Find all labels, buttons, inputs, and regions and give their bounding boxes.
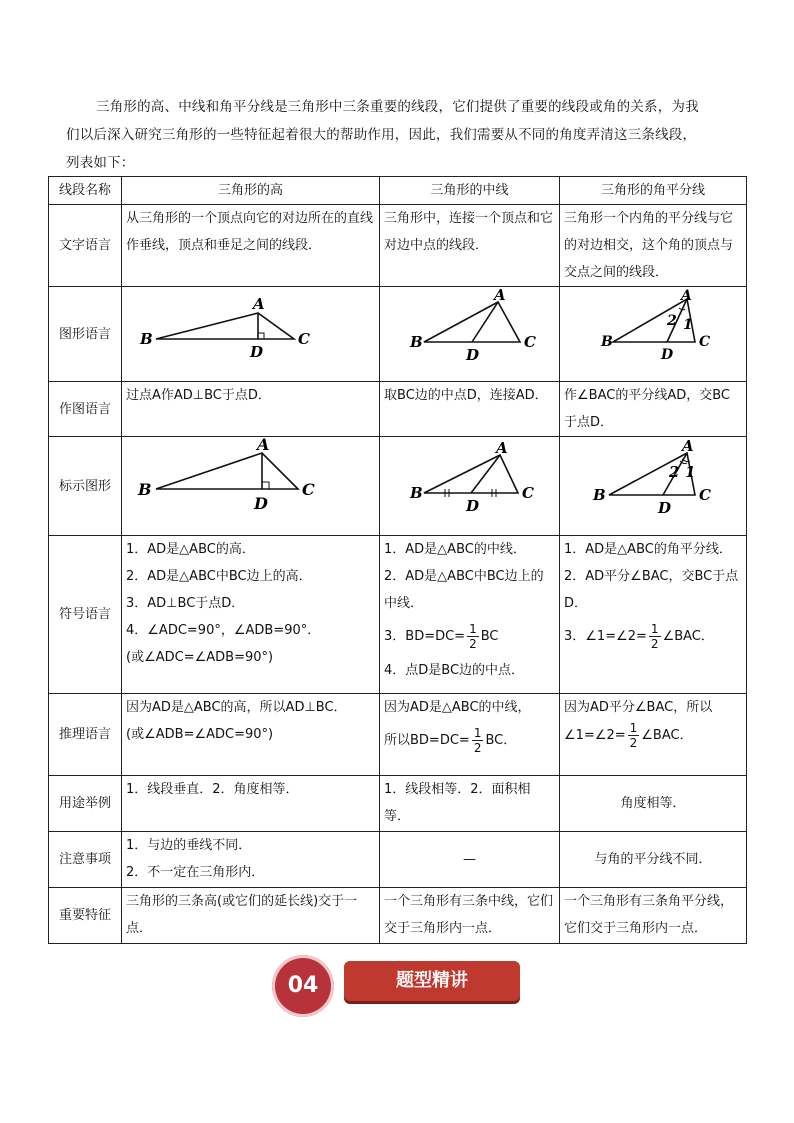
symbol-text: ∠BAC． xyxy=(662,629,714,644)
table-row xyxy=(49,382,747,437)
reason-line-fraction xyxy=(384,721,555,761)
cell-bisector-symbol xyxy=(560,536,747,694)
table-row xyxy=(49,437,747,536)
section-banner xyxy=(272,955,524,1017)
reason-line: 因为AD是△ABC的高，所以AD⊥BC． xyxy=(126,700,347,715)
reason-text: BC． xyxy=(485,733,517,748)
row-label: 注意事项 xyxy=(49,832,122,888)
table-row xyxy=(49,888,747,944)
marked-figure-bisector xyxy=(560,437,747,536)
section-number-badge: 04 xyxy=(272,955,334,1017)
symbol-line: 2．AD平分∠BAC，交BC于点D． xyxy=(564,569,739,611)
label-d: D xyxy=(465,497,479,515)
figure-altitude xyxy=(122,287,380,382)
label-a: A xyxy=(495,439,508,457)
table-row xyxy=(49,287,747,382)
row-label: 重要特征 xyxy=(49,888,122,944)
cell-altitude-reason xyxy=(122,694,380,776)
reason-line: 因为AD是△ABC的中线， xyxy=(384,700,531,715)
fraction-numerator: 1 xyxy=(473,726,482,740)
symbol-line: 2．AD是△ABC中BC边上的高． xyxy=(126,569,312,584)
header-cell: 三角形的中线 xyxy=(380,177,560,205)
symbol-line: 1．AD是△ABC的高． xyxy=(126,542,255,557)
label-c: C xyxy=(699,334,711,350)
header-cell: 三角形的角平分线 xyxy=(560,177,747,205)
cell-bisector-note: 与角的平分线不同． xyxy=(560,832,747,888)
fraction-half xyxy=(472,726,484,755)
label-a: A xyxy=(252,295,265,313)
label-b: B xyxy=(409,333,423,351)
cell-median-construct: 取BC边的中点D，连接AD． xyxy=(380,382,560,437)
intro-line-2: 们以后深入研究三角形的一些特征起着很大的帮助作用，因此，我们需要从不同的角度弄清这三条线段， xyxy=(66,127,697,143)
fraction-denominator: 2 xyxy=(650,637,659,651)
marked-figure-median xyxy=(380,437,560,536)
figure-median xyxy=(380,287,560,382)
reason-text: ∠BAC． xyxy=(641,728,693,743)
figure-bisector xyxy=(560,287,747,382)
reason-line: (或∠ADB=∠ADC=90°) xyxy=(126,727,274,742)
note-line: 2．不一定在三角形内． xyxy=(126,865,265,880)
symbol-line: 2．AD是△ABC中BC边上的中线． xyxy=(384,569,544,611)
fraction-half xyxy=(467,622,479,651)
comparison-table xyxy=(48,176,747,944)
cell-median-reason xyxy=(380,694,560,776)
cell-median-feature: 一个三角形有三条中线，它们交于三角形内一点． xyxy=(380,888,560,944)
label-d: D xyxy=(465,346,479,364)
row-label: 标示图形 xyxy=(49,437,122,536)
symbol-line: 4．∠ADC=90°，∠ADB=90°． xyxy=(126,623,321,638)
label-c: C xyxy=(297,330,310,348)
label-d: D xyxy=(253,494,268,513)
cell-bisector-text: 三角形一个内角的平分线与它的对边相交，这个角的顶点与交点之间的线段． xyxy=(560,205,747,287)
note-line: 1．与边的垂线不同． xyxy=(126,838,252,853)
symbol-line: 4．点D是BC边的中点． xyxy=(384,663,525,678)
label-angle-1: 1 xyxy=(685,463,696,481)
marked-figure-altitude xyxy=(122,437,380,536)
label-b: B xyxy=(139,330,153,348)
cell-altitude-usage: 1．线段垂直．2．角度相等． xyxy=(122,776,380,832)
fraction-denominator: 2 xyxy=(629,736,638,750)
label-d: D xyxy=(661,347,674,363)
fraction-denominator: 2 xyxy=(469,637,477,651)
symbol-line: (或∠ADC=∠ADB=90°) xyxy=(126,650,274,665)
symbol-text: 3．∠1=∠2= xyxy=(564,629,647,644)
cell-altitude-note xyxy=(122,832,380,888)
cell-median-symbol xyxy=(380,536,560,694)
row-label: 图形语言 xyxy=(49,287,122,382)
intro-line-1: 三角形的高、中线和角平分线是三角形中三条重要的线段，它们提供了重要的线段或角的关系，为我 xyxy=(96,99,699,115)
label-b: B xyxy=(137,480,152,499)
fraction-half xyxy=(649,622,661,651)
symbol-line: 1．AD是△ABC的中线． xyxy=(384,542,526,557)
symbol-line: 3．AD⊥BC于点D． xyxy=(126,596,245,611)
table-row xyxy=(49,832,747,888)
intro-paragraph xyxy=(66,93,736,177)
label-b: B xyxy=(409,484,423,502)
row-label: 作图语言 xyxy=(49,382,122,437)
label-angle-2: 2 xyxy=(667,313,677,329)
row-label: 用途举例 xyxy=(49,776,122,832)
symbol-line: 1．AD是△ABC的角平分线． xyxy=(564,542,732,557)
label-b: B xyxy=(601,334,613,350)
label-angle-1: 1 xyxy=(683,317,693,333)
fraction-numerator: 1 xyxy=(629,721,638,735)
table-row xyxy=(49,776,747,832)
cell-altitude-feature: 三角形的三条高(或它们的延长线)交于一点． xyxy=(122,888,380,944)
symbol-line-fraction xyxy=(384,617,555,657)
row-label: 符号语言 xyxy=(49,536,122,694)
fraction-denominator: 2 xyxy=(473,741,482,755)
label-a: A xyxy=(682,437,694,455)
cell-bisector-feature: 一个三角形有三条角平分线，它们交于三角形内一点． xyxy=(560,888,747,944)
label-a: A xyxy=(493,287,506,304)
fraction-numerator: 1 xyxy=(469,622,477,636)
cell-median-text: 三角形中，连接一个顶点和它对边中点的线段． xyxy=(380,205,560,287)
cell-median-usage: 1．线段相等．2．面积相等． xyxy=(380,776,560,832)
cell-bisector-usage: 角度相等． xyxy=(560,776,747,832)
label-b: B xyxy=(593,486,606,504)
header-cell: 线段名称 xyxy=(49,177,122,205)
row-label: 推理语言 xyxy=(49,694,122,776)
fraction-half xyxy=(628,721,640,750)
header-cell: 三角形的高 xyxy=(122,177,380,205)
label-c: C xyxy=(521,484,534,502)
label-c: C xyxy=(523,333,536,351)
symbol-line-fraction xyxy=(564,617,742,657)
label-angle-2: 2 xyxy=(669,463,680,481)
label-a: A xyxy=(256,437,269,454)
cell-bisector-construct: 作∠BAC的平分线AD，交BC于点D． xyxy=(560,382,747,437)
label-d: D xyxy=(658,499,672,517)
fraction-numerator: 1 xyxy=(650,622,659,636)
section-title: 题型精讲 xyxy=(344,961,520,1001)
intro-line-3: 列表如下： xyxy=(66,155,135,171)
table-row xyxy=(49,694,747,776)
cell-median-note: — xyxy=(380,832,560,888)
label-d: D xyxy=(249,343,263,361)
table-row xyxy=(49,205,747,287)
label-c: C xyxy=(699,486,711,504)
cell-bisector-reason xyxy=(560,694,747,776)
row-label: 文字语言 xyxy=(49,205,122,287)
cell-altitude-text: 从三角形的一个顶点向它的对边所在的直线作垂线，顶点和垂足之间的线段． xyxy=(122,205,380,287)
cell-altitude-symbol xyxy=(122,536,380,694)
symbol-text: 3．BD=DC= xyxy=(384,629,466,644)
cell-altitude-construct: 过点A作AD⊥BC于点D． xyxy=(122,382,380,437)
reason-text: 因为AD平分∠BAC，所以∠1=∠2= xyxy=(564,700,713,743)
symbol-text: BC xyxy=(480,629,499,644)
label-a: A xyxy=(681,288,692,304)
label-c: C xyxy=(301,480,315,499)
table-row xyxy=(49,536,747,694)
reason-text: 所以BD=DC= xyxy=(384,733,470,748)
table-header-row xyxy=(49,177,747,205)
